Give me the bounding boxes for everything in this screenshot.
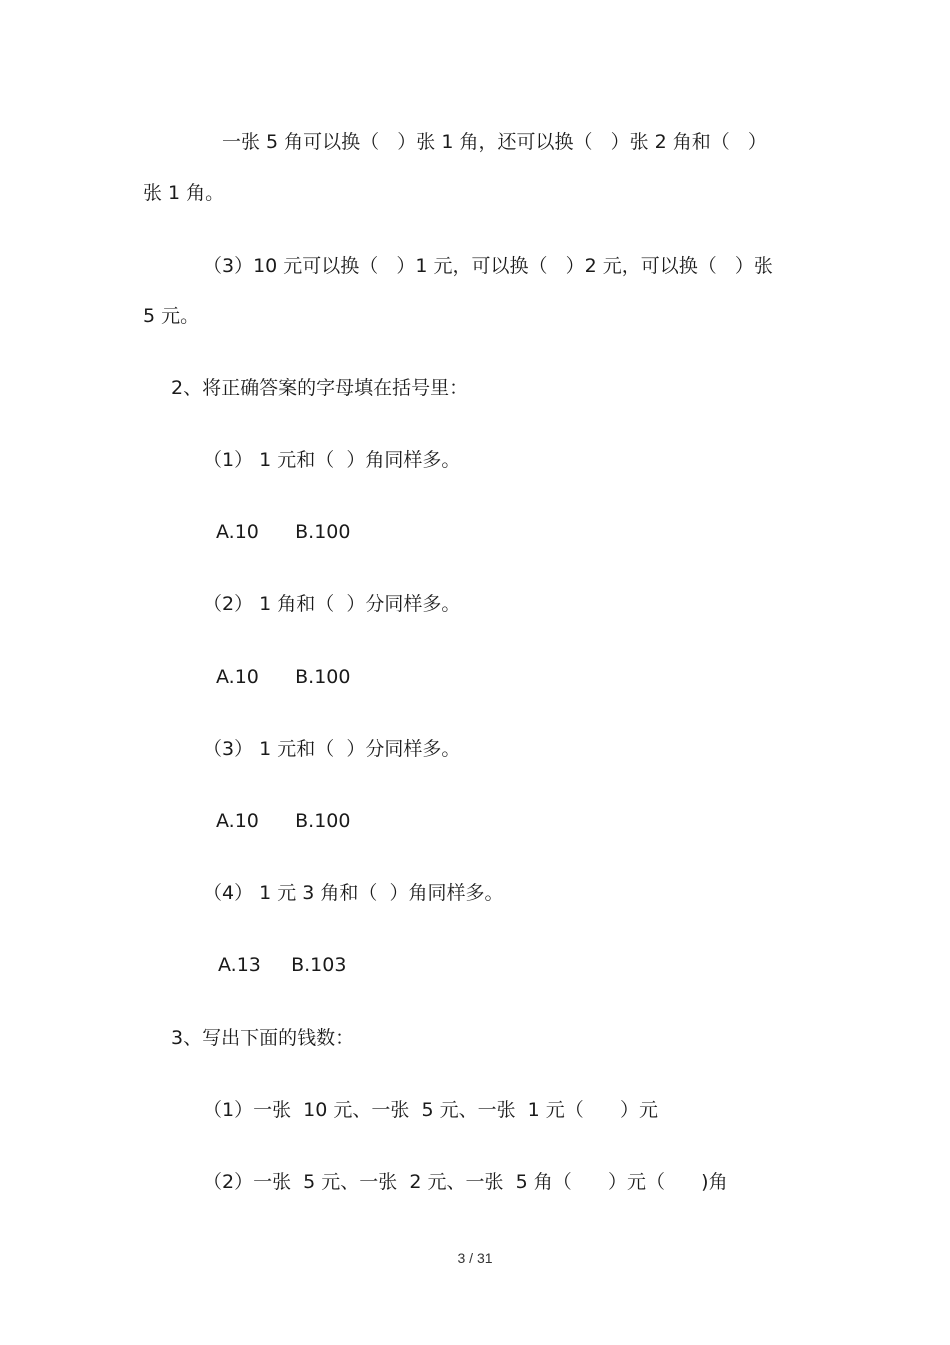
q3-item-2: （2）一张 5 元、一张 2 元、一张 5 角（ ）元（ )角	[203, 1171, 728, 1193]
q3-heading: 3、写出下面的钱数：	[171, 1027, 355, 1049]
q2-item-4-options: A.13 B.103	[218, 954, 347, 976]
q1-part2-line1: 一张 5 角可以换（ ）张 1 角，还可以换（ ）张 2 角和（ ）	[222, 131, 767, 153]
q3-item-1: （1）一张 10 元、一张 5 元、一张 1 元（ ）元	[203, 1099, 659, 1121]
q2-item-2: （2） 1 角和（ ）分同样多。	[203, 593, 461, 615]
q2-item-4: （4） 1 元 3 角和（ ）角同样多。	[203, 882, 504, 904]
q2-heading: 2、将正确答案的字母填在括号里：	[171, 377, 469, 399]
q1-part3-line2: 5 元。	[143, 305, 200, 327]
q1-part2-line2: 张 1 角。	[143, 182, 225, 204]
q2-item-3-options: A.10 B.100	[216, 810, 351, 832]
q1-part3-line1: （3）10 元可以换（ ）1 元，可以换（ ）2 元，可以换（ ）张	[203, 255, 773, 277]
q2-item-3: （3） 1 元和（ ）分同样多。	[203, 738, 461, 760]
q2-item-1-options: A.10 B.100	[216, 521, 351, 543]
q2-item-2-options: A.10 B.100	[216, 666, 351, 688]
q2-item-1: （1） 1 元和（ ）角同样多。	[203, 449, 461, 471]
page-number: 3 / 31	[457, 1250, 493, 1266]
